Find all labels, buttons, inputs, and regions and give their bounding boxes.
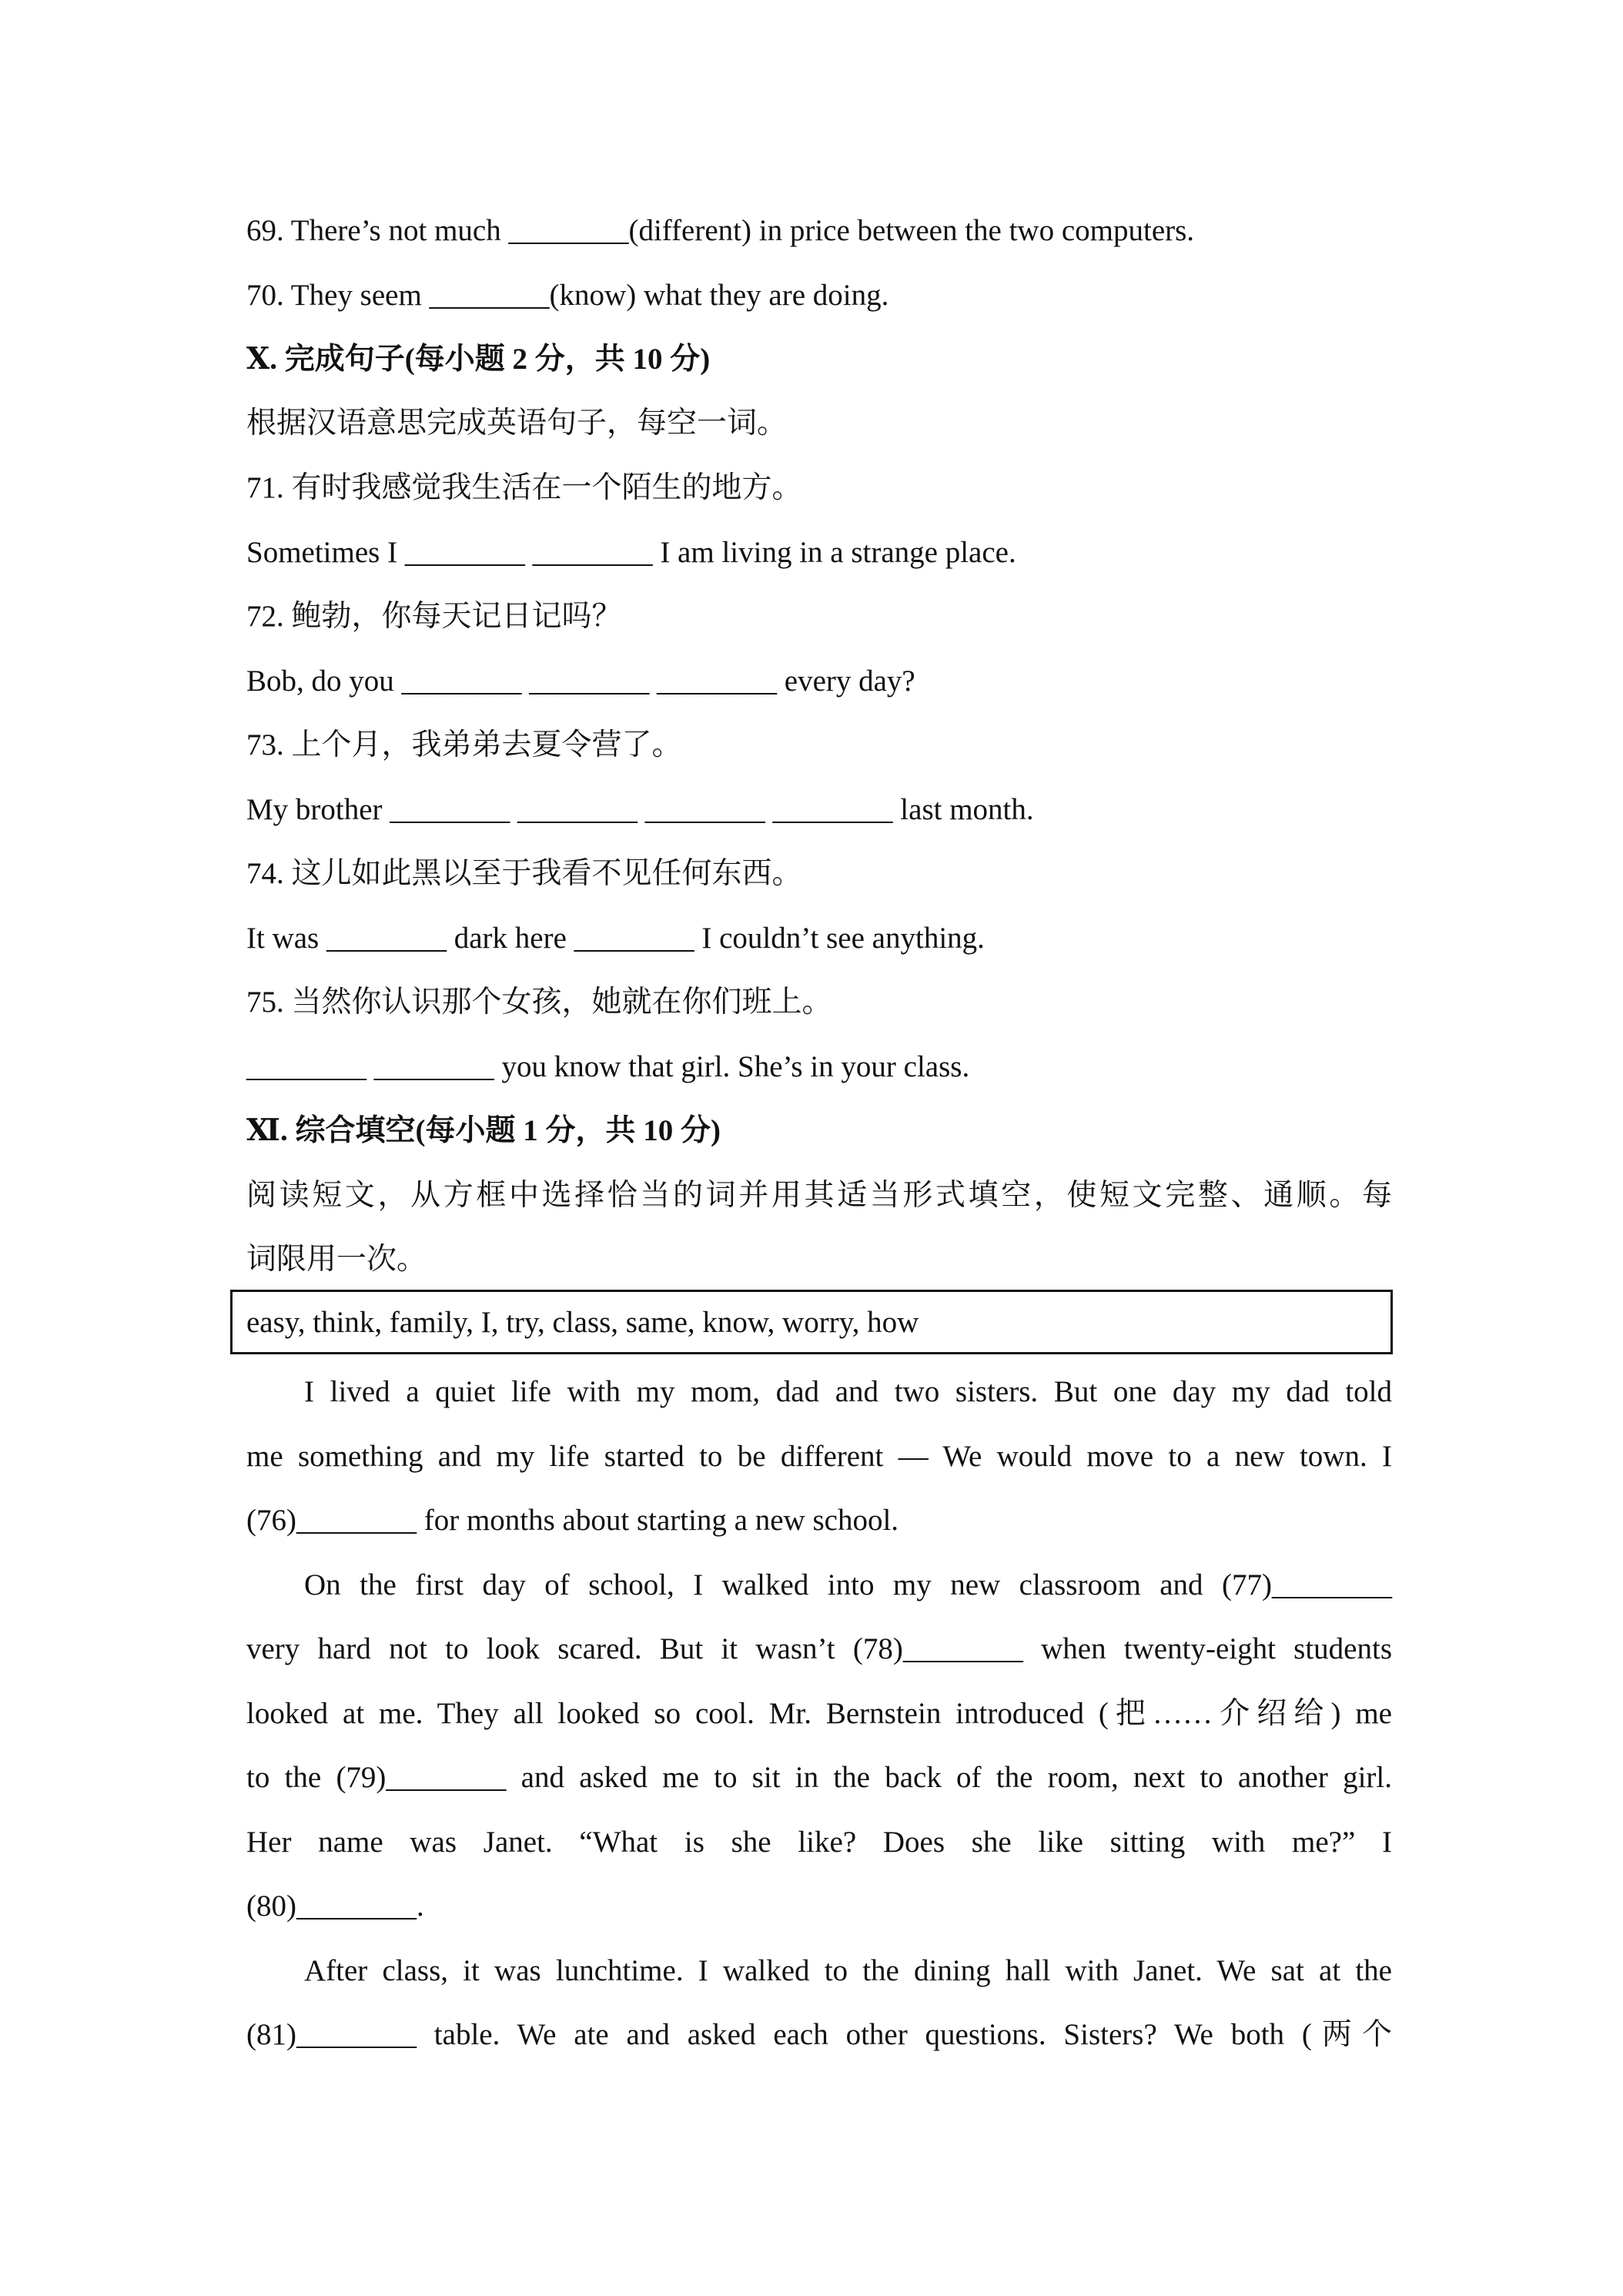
question-72-english: Bob, do you ________ ________ ________ every day?	[246, 664, 915, 698]
question-71-chinese: 71. 有时我感觉我生活在一个陌生的地方。	[246, 471, 802, 504]
section-11-instruction-line-2: 词限用一次。	[246, 1243, 427, 1276]
passage-line: (76)________ for months about starting a new school.	[246, 1504, 899, 1537]
passage-line: I lived a quiet life with my mom, dad and two sisters. But one day my dad told	[304, 1375, 1392, 1408]
passage-line: On the first day of school, I walked into my new classroom and (77)________	[304, 1568, 1392, 1602]
passage-line: Her name was Janet. “What is she like? Does she like sitting with me?” I	[246, 1826, 1392, 1859]
question-73-english: My brother ________ ________ ________ ________ last month.	[246, 793, 1034, 826]
passage-line: looked at me. They all looked so cool. Mr. Bernstein introduced (把……介绍给) me	[246, 1697, 1392, 1730]
section-11-heading: Ⅺ. 综合填空(每小题 1 分，共 10 分)	[246, 1114, 721, 1147]
question-74-english: It was ________ dark here ________ I couldn’t see anything.	[246, 922, 985, 955]
question-73-chinese: 73. 上个月，我弟弟去夏令营了。	[246, 728, 682, 761]
section-11-instruction-line-1: 阅读短文，从方框中选择恰当的词并用其适当形式填空，使短文完整、通顺。每	[246, 1179, 1392, 1212]
question-71-english: Sometimes I ________ ________ I am living in a strange place.	[246, 536, 1016, 569]
question-75-chinese: 75. 当然你认识那个女孩，她就在你们班上。	[246, 986, 832, 1019]
passage-line: to the (79)________ and asked me to sit in the back of the room, next to another girl.	[246, 1761, 1392, 1794]
passage-line: (81)________ table. We ate and asked each other questions. Sisters? We both (两个	[246, 2018, 1392, 2051]
passage-line: very hard not to look scared. But it wasn’t (78)________ when twenty-eight students	[246, 1632, 1392, 1665]
passage-line: me something and my life started to be different — We would move to a new town. I	[246, 1440, 1392, 1473]
section-10-heading: Ⅹ. 完成句子(每小题 2 分，共 10 分)	[246, 343, 711, 376]
section-10-instruction: 根据汉语意思完成英语句子，每空一词。	[246, 407, 788, 440]
word-box	[230, 1290, 1393, 1354]
question-75-english: ________ ________ you know that girl. She’s in your class.	[246, 1050, 970, 1083]
word-box-words: easy, think, family, I, try, class, same, know, worry, how	[246, 1306, 919, 1339]
passage-line: (80)________.	[246, 1889, 424, 1923]
question-70: 70. They seem ________(know) what they are doing.	[246, 279, 889, 312]
question-69: 69. There’s not much ________(different) in price between the two computers.	[246, 214, 1195, 247]
question-72-chinese: 72. 鲍勃，你每天记日记吗？	[246, 600, 622, 633]
passage-line: After class, it was lunchtime. I walked to the dining hall with Janet. We sat at the	[304, 1954, 1392, 1987]
question-74-chinese: 74. 这儿如此黑以至于我看不见任何东西。	[246, 857, 802, 890]
